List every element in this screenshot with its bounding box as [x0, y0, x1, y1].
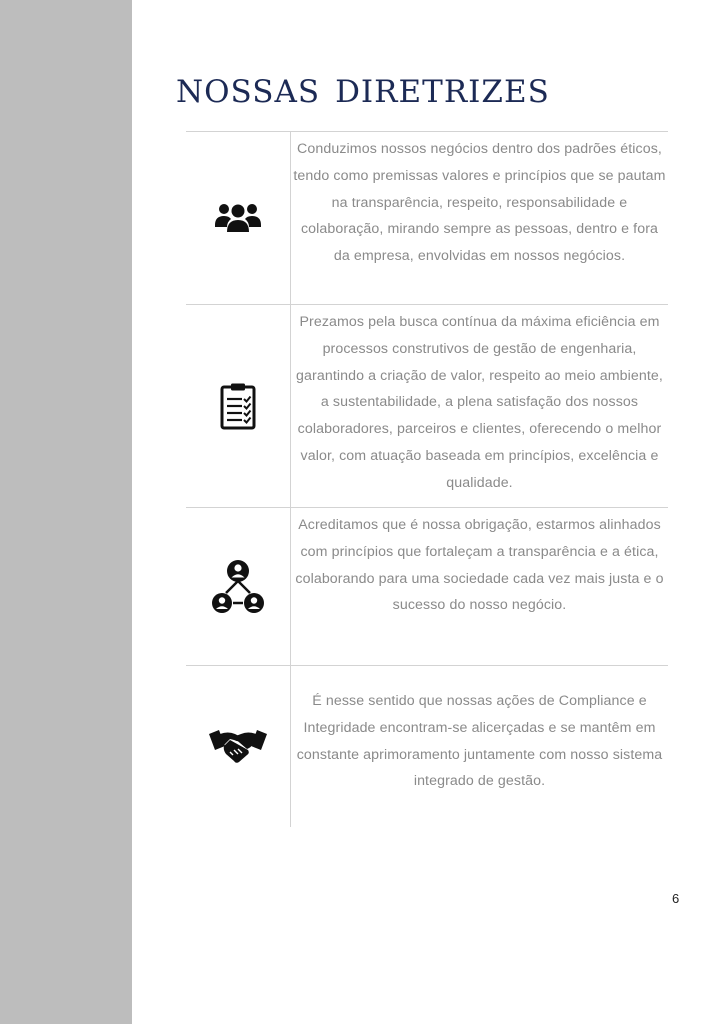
icon-cell: [186, 305, 291, 507]
page-number: 6: [672, 891, 680, 906]
side-band: [0, 0, 132, 1024]
icon-cell: [186, 132, 291, 304]
icon-cell: [186, 666, 291, 827]
handshake-icon: [208, 728, 268, 766]
guideline-text: Acreditamos que é nossa obrigação, estarmos alinhados com princípios que fortaleçam a transparência e a ética, colaborando para uma sociedade cada vez mais justa e o sucesso do nosso negócio.: [295, 517, 664, 614]
people-group-icon: [214, 201, 262, 235]
guideline-text: Prezamos pela busca contínua da máxima eficiência em processos construtivos de gestão de engenharia, garantindo a criação de valor, respeito ao meio ambiente, a sustentabilidade, a plena satisfação dos nossos colaboradores, parceiros e clientes, oferecendo o melhor valor, com atuação baseada em princípios, excelência e qualidade.: [296, 314, 663, 491]
guideline-row: [186, 665, 668, 827]
guideline-text: É nesse sentido que nossas ações de Compliance e Integridade encontram-se alicerçadas e se mantêm em constante aprimoramento juntamente com nosso sistema integrado de gestão.: [296, 693, 663, 790]
guidelines-table: [186, 131, 668, 827]
icon-cell: [186, 508, 291, 665]
page-title: nossas diretrizes: [176, 62, 550, 113]
clipboard-checklist-icon: [219, 382, 257, 430]
guideline-text: Conduzimos nossos negócios dentro dos padrões éticos, tendo como premissas valores e princípios que se pautam na transparência, respeito, responsabilidade e colaboração, mirando sempre as pessoas, dentro e fora da empresa, envolvidas em nossos negócios.: [293, 141, 666, 265]
people-network-icon: [210, 559, 266, 615]
guideline-row: [186, 507, 668, 665]
guideline-row: [186, 131, 668, 304]
guideline-row: [186, 304, 668, 507]
